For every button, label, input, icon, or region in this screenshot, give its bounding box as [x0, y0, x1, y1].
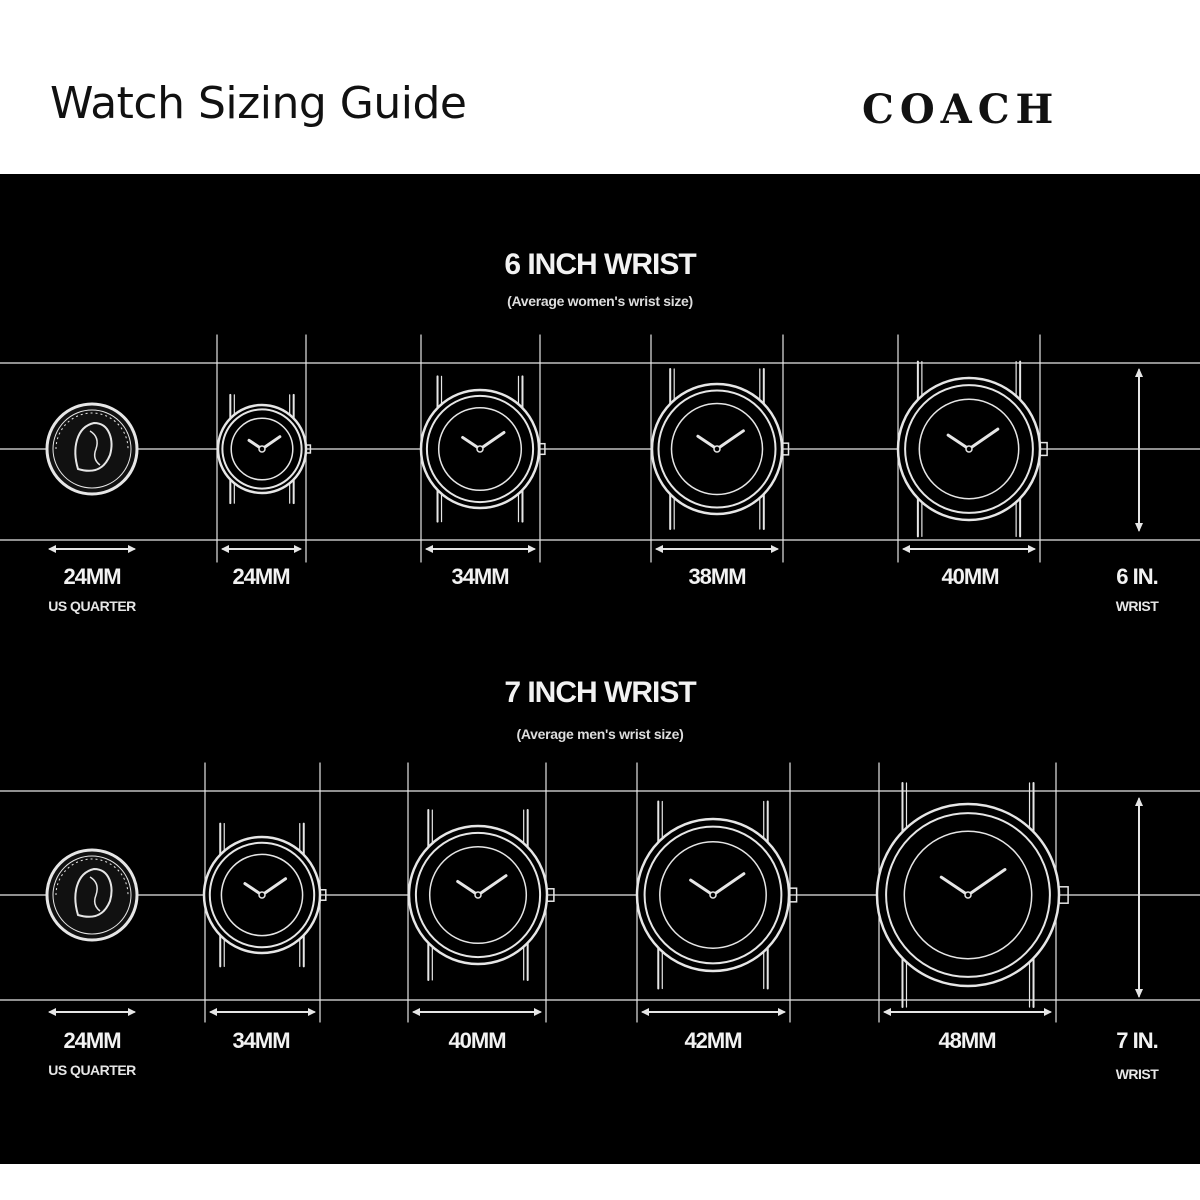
arrow-head-left: [48, 545, 56, 553]
size-label-24mm: 24MM: [232, 564, 290, 589]
size-label-6in-wrist: 6 IN.: [1116, 564, 1158, 589]
size-sub-wrist-7in: WRIST: [1115, 1066, 1159, 1082]
section-title-7in: 7 INCH WRIST: [504, 676, 696, 709]
size-sub-quarter-6in: US QUARTER: [48, 598, 136, 614]
arrow-head-right: [778, 1008, 786, 1016]
arrow-head-left: [425, 545, 433, 553]
size-label-48mm: 48MM: [938, 1028, 996, 1053]
double-arrow-icon: [221, 545, 302, 553]
size-label-40mm-6in: 40MM: [941, 564, 999, 589]
arrow-head-right: [534, 1008, 542, 1016]
arrow-head-bottom: [1135, 989, 1143, 998]
arrow-head-left: [641, 1008, 649, 1016]
size-label-40mm-7in: 40MM: [448, 1028, 506, 1053]
section-subtitle-6in: (Average women's wrist size): [507, 293, 693, 309]
brand-logo: COACH: [862, 86, 1060, 133]
section-title-6in: 6 INCH WRIST: [504, 248, 696, 281]
watch-outline-icon: [421, 376, 545, 521]
double-arrow-icon: [209, 1008, 316, 1016]
arrow-head-left: [221, 545, 229, 553]
double-arrow-icon: [902, 545, 1036, 553]
arrow-head-right: [771, 545, 779, 553]
watch-outline-icon: [877, 783, 1068, 1007]
arrow-head-left: [412, 1008, 420, 1016]
watch-outline-icon: [409, 810, 554, 980]
double-arrow-icon: [641, 1008, 786, 1016]
arrow-head-right: [128, 1008, 136, 1016]
quarter-coin-icon: [47, 850, 137, 940]
double-arrow-icon: [48, 1008, 136, 1016]
size-label-42mm: 42MM: [684, 1028, 742, 1053]
size-label-quarter-6in: 24MM: [63, 564, 121, 589]
watch-outline-icon: [637, 801, 797, 988]
arrow-head-left: [902, 545, 910, 553]
coin-rim: [47, 404, 137, 494]
size-sub-wrist-6in: WRIST: [1115, 598, 1159, 614]
watch-outline-icon: [218, 395, 310, 503]
size-label-quarter-7in: 24MM: [63, 1028, 121, 1053]
arrow-head-left: [209, 1008, 217, 1016]
arrow-head-bottom: [1135, 523, 1143, 532]
arrow-head-right: [294, 545, 302, 553]
watch-center-pin: [475, 892, 481, 898]
arrow-head-right: [1028, 545, 1036, 553]
watch-center-pin: [710, 892, 716, 898]
arrow-head-right: [528, 545, 536, 553]
section-subtitle-7in: (Average men's wrist size): [516, 726, 684, 742]
watch-center-pin: [259, 446, 265, 452]
arrow-head-left: [48, 1008, 56, 1016]
quarter-coin-icon: [47, 404, 137, 494]
size-label-38mm: 38MM: [688, 564, 746, 589]
size-label-7in-wrist: 7 IN.: [1116, 1028, 1158, 1053]
coin-rim: [47, 850, 137, 940]
double-arrow-icon: [655, 545, 779, 553]
watch-outline-icon: [652, 369, 789, 529]
double-arrow-icon: [1135, 368, 1143, 532]
watch-outline-icon: [204, 824, 326, 967]
size-sub-quarter-7in: US QUARTER: [48, 1062, 136, 1078]
arrow-head-top: [1135, 797, 1143, 806]
size-label-34mm-7in: 34MM: [232, 1028, 290, 1053]
arrow-head-right: [128, 545, 136, 553]
watch-center-pin: [965, 892, 971, 898]
double-arrow-icon: [412, 1008, 542, 1016]
arrow-head-left: [883, 1008, 891, 1016]
arrow-head-top: [1135, 368, 1143, 377]
double-arrow-icon: [1135, 797, 1143, 998]
arrow-head-right: [308, 1008, 316, 1016]
double-arrow-icon: [48, 545, 136, 553]
double-arrow-icon: [425, 545, 536, 553]
page-title: Watch Sizing Guide: [50, 78, 467, 129]
size-label-34mm-6in: 34MM: [451, 564, 509, 589]
arrow-head-left: [655, 545, 663, 553]
watch-outline-icon: [898, 362, 1047, 537]
watch-center-pin: [966, 446, 972, 452]
arrow-head-right: [1044, 1008, 1052, 1016]
watch-center-pin: [259, 892, 265, 898]
double-arrow-icon: [883, 1008, 1052, 1016]
watch-center-pin: [477, 446, 483, 452]
watch-center-pin: [714, 446, 720, 452]
